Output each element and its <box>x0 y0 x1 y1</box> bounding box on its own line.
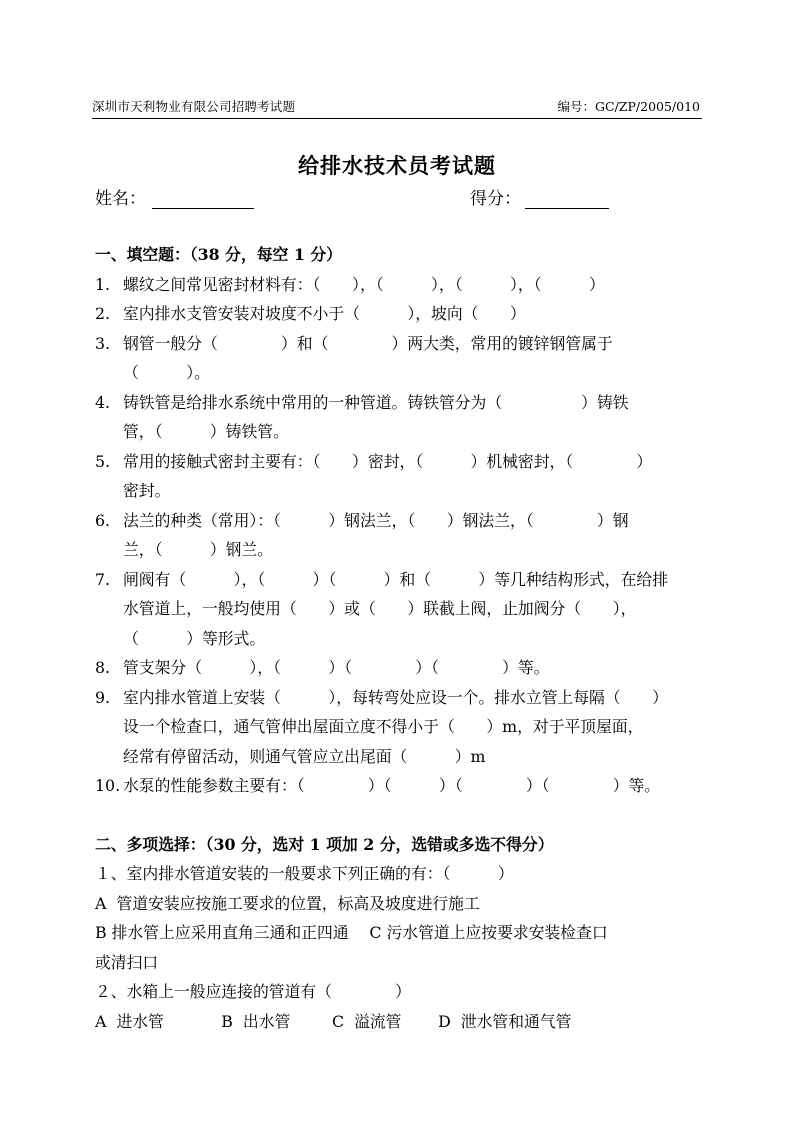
question-line: 室内排水支管安装对坡度不小于（ ），坡向（ ） <box>123 304 526 323</box>
question-number: 3. <box>95 333 111 353</box>
question-text <box>123 506 704 565</box>
question-text <box>123 329 704 388</box>
question-item <box>95 299 704 329</box>
question-number: 8. <box>95 658 111 677</box>
question-text <box>123 299 704 329</box>
question-line: 密封。 <box>123 481 171 500</box>
question-line: 管，（ ）铸铁管。 <box>123 422 289 441</box>
question-line: 设一个检查口，通气管伸出屋面立度不得小于（ ）m，对于平顶屋面， <box>123 717 644 736</box>
question-text <box>123 771 704 801</box>
question-item <box>95 653 704 683</box>
question-line: 经常有停留活动，则通气管应立出尾面（ ）m <box>123 746 486 766</box>
question-line: 兰，（ ）钢兰。 <box>123 540 274 559</box>
question-text <box>123 447 704 506</box>
choice-line: １、室内排水管道安装的一般要求下列正确的有：（ ） <box>95 864 514 883</box>
choice-line: B 排水管上应采用直角三通和正四通 C 污水管道上应按要求安装检查口 <box>95 923 608 942</box>
question-number: 2. <box>95 304 111 323</box>
section-spacer <box>95 801 704 830</box>
question-line: 管支架分（ ），（ ）（ ）（ ）等。 <box>123 658 550 677</box>
score-blank <box>525 190 609 209</box>
question-item <box>95 565 704 654</box>
question-line: 钢管一般分（ ）和（ ）两大类，常用的镀锌钢管属于 <box>123 333 613 353</box>
header-divider <box>92 118 702 119</box>
fill-in-question-list <box>95 270 704 801</box>
choice-line: 或清扫口 <box>95 952 159 972</box>
exam-content <box>95 240 704 1036</box>
page-title: 给排水技术员考试题 <box>298 153 496 178</box>
question-number: 10. <box>95 776 121 795</box>
score-label: 得分： <box>470 189 521 209</box>
question-item <box>95 329 704 388</box>
question-item <box>95 771 704 801</box>
question-item <box>95 270 704 300</box>
question-item <box>95 506 704 565</box>
question-number: 7. <box>95 569 111 589</box>
header-organization: 深圳市天利物业有限公司招聘考试题 <box>92 99 296 114</box>
choice-line: ２、水箱上一般应连接的管道有（ ） <box>95 982 411 1001</box>
question-text <box>123 653 704 683</box>
name-label: 姓名： <box>95 189 146 209</box>
question-number: 1. <box>95 274 111 294</box>
section-fill-in-heading: 一、填空题：（38 分，每空 1 分） <box>95 245 342 264</box>
score-field <box>470 184 609 209</box>
question-line: 闸阀有（ ），（ ）（ ）和（ ）等几种结构形式，在给排 <box>123 569 668 589</box>
question-number: 9. <box>95 687 111 707</box>
choice-line: A 进水管 B 出水管 C 溢流管 D 泄水管和通气管 <box>95 1011 572 1031</box>
multiple-choice-list <box>95 859 704 1036</box>
question-text <box>123 683 704 772</box>
question-line: 法兰的种类（常用）：（ ）钢法兰，（ ）钢法兰，（ ）钢 <box>123 510 629 530</box>
question-line: 水管道上，一般均使用（ ）或（ ）联截上阀，止加阀分（ ）， <box>123 599 637 618</box>
question-line: 螺纹之间常见密封材料有：（ ），（ ），（ ），（ ） <box>123 274 605 294</box>
question-number: 4. <box>95 392 111 412</box>
question-text <box>123 270 704 300</box>
question-line: 水泵的性能参数主要有：（ ）（ ）（ ）（ ）等。 <box>123 776 661 795</box>
question-line: （ ）。 <box>123 363 210 382</box>
question-text <box>123 388 704 447</box>
question-number: 5. <box>95 451 111 471</box>
name-field <box>95 184 254 209</box>
question-line: 室内排水管道上安装（ ），每转弯处应设一个。排水立管上每隔（ ） <box>123 687 668 707</box>
question-item <box>95 447 704 506</box>
question-line: （ ）等形式。 <box>123 628 266 648</box>
name-blank <box>152 190 254 209</box>
question-text <box>123 565 704 654</box>
question-line: 铸铁管是给排水系统中常用的一种管道。铸铁管分为（ ）铸铁 <box>123 392 629 412</box>
question-line: 常用的接触式密封主要有：（ ）密封，（ ）机械密封，（ ） <box>123 451 653 471</box>
question-item <box>95 388 704 447</box>
choice-line: A 管道安装应按施工要求的位置，标高及坡度进行施工 <box>95 893 480 913</box>
header-document-code: 编号：GC/ZP/2005/010 <box>557 99 700 114</box>
question-number: 6. <box>95 510 111 530</box>
question-item <box>95 683 704 772</box>
section-multiple-choice-heading: 二、多项选择：（30 分，选对 1 项加 2 分，选错或多选不得分） <box>95 834 554 854</box>
